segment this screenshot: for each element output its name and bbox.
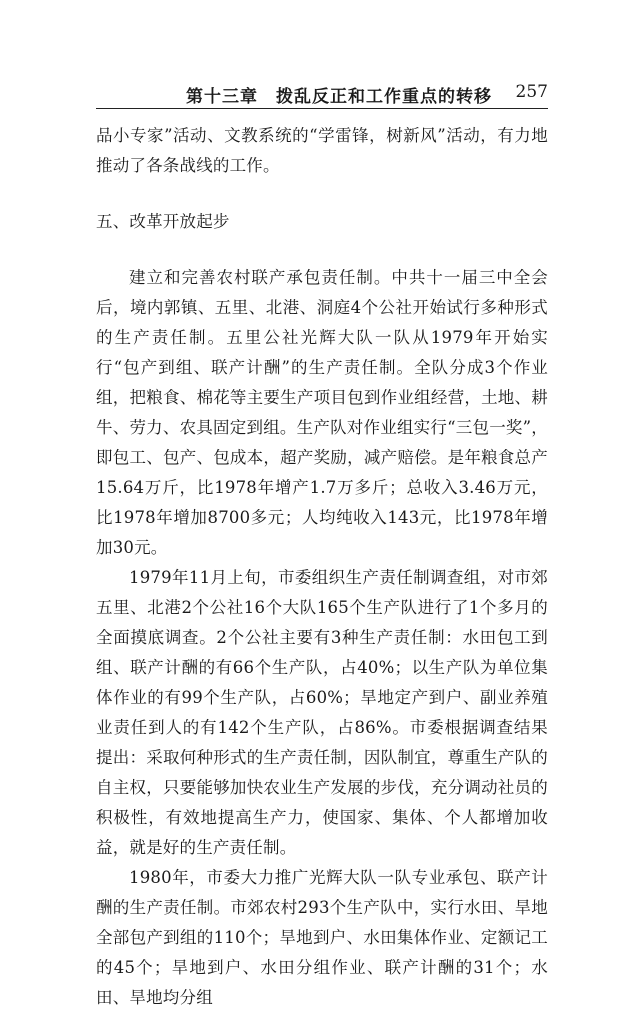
paragraph: 1980年，市委大力推广光辉大队一队专业承包、联产计酬的生产责任制。市郊农村293个生产队中，实行水田、旱地全部包产到组的110个；旱地到户、水田集体作业、定额记工的45个；旱地到户、水田分组作业、联产计酬的31个；水田、旱地均分组 [96,868,548,1007]
paragraph: 1979年11月上旬，市委组织生产责任制调查组，对市郊五里、北港2个公社16个大队165个生产队进行了1个多月的全面摸底调查。2个公社主要有3种生产责任制：水田包工到组、联产计酬的有66个生产队，占40%；以生产队为单位集体作业的有99个生产队，占60%；旱地定产到户、副业养殖业责任到人的有142个生产队，占86%。市委根据调查结果提出：采取何种形式的生产责任制，因队制宜，尊重生产队的自主权，只要能够加快农业生产发展的步伐，充分调动社员的积极性，有效地提高生产力，使国家、集体、个人都增加收益，就是好的生产责任制。 [96,568,548,857]
header-rule [96,108,548,109]
section-heading: 五、改革开放起步 [96,212,230,231]
page-number: 257 [515,82,548,102]
paragraph-continued: 品小专家”活动、文教系统的“学雷锋，树新风”活动，有力地推动了各条战线的工作。 [96,126,548,175]
body-text [96,121,548,1013]
chapter-title: 第十三章 拨乱反正和工作重点的转移 [186,87,492,107]
paragraph: 建立和完善农村联产承包责任制。中共十一届三中全会后，境内郭镇、五里、北港、洞庭4个公社开始试行多种形式的生产责任制。五里公社光辉大队一队从1979年开始实行“包产到组、联产计酬”的生产责任制。全队分成3个作业组，把粮食、棉花等主要生产项目包到作业组经营，土地、耕牛、劳力、农具固定到组。生产队对作业组实行“三包一奖”，即包工、包产、包成本，超产奖励，减产赔偿。是年粮食总产15.64万斤，比1978年增产1.7万多斤；总收入3.46万元，比1978年增加8700多元；人均纯收入143元，比1978年增加30元。 [96,268,548,557]
running-head [96,82,548,108]
